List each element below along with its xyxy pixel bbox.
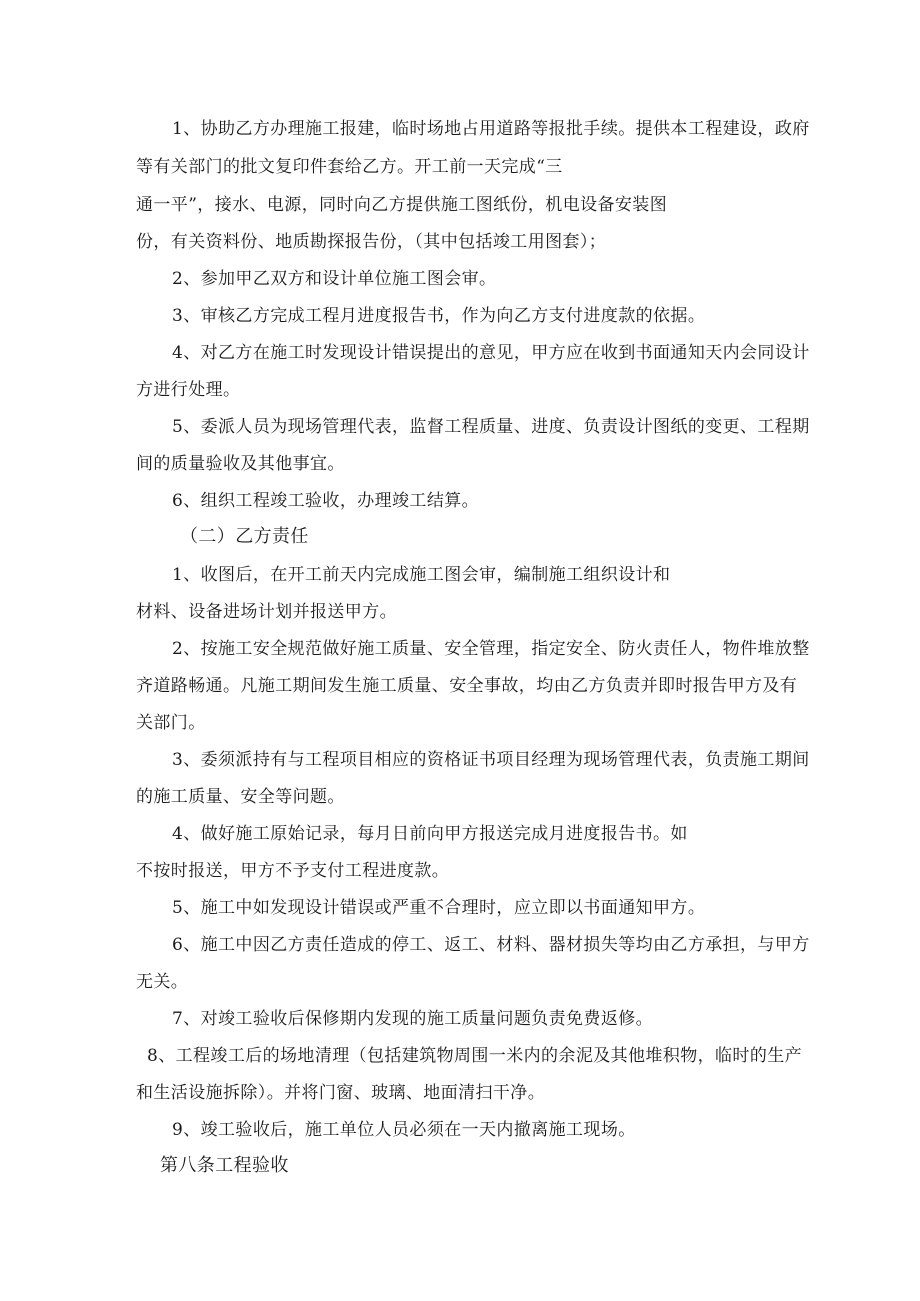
- text-line: 6、施工中因乙方责任造成的停工、返工、材料、器材损失等均由乙方承担，与甲方: [172, 935, 810, 955]
- text-line: 5、施工中如发现设计错误或严重不合理时，应立即以书面通知甲方。: [172, 898, 706, 918]
- text-line: 8、工程竣工后的场地清理（包括建筑物周围一米内的余泥及其他堆积物，临时的生产: [147, 1046, 803, 1066]
- text-line: 1、协助乙方办理施工报建，临时场地占用道路等报批手续。提供本工程建设，政府: [172, 119, 810, 139]
- text-line: 的施工质量、安全等问题。: [136, 787, 345, 807]
- section-heading: （二）乙方责任: [180, 526, 309, 547]
- section-heading: 第八条工程验收: [160, 1155, 289, 1176]
- text-line: 2、参加甲乙双方和设计单位施工图会审。: [172, 269, 497, 289]
- text-line: 5、委派人员为现场管理代表，监督工程质量、进度、负责设计图纸的变更、工程期: [172, 417, 810, 437]
- text-line: 无关。: [136, 972, 189, 992]
- text-line: 2、按施工安全规范做好施工质量、安全管理，指定安全、防火责任人，物件堆放整: [172, 639, 810, 659]
- text-line: 方进行处理。: [136, 380, 241, 400]
- text-line: 4、对乙方在施工时发现设计错误提出的意见，甲方应在收到书面通知天内会同设计: [172, 343, 810, 363]
- text-line: 份，有关资料份、地质勘探报告份，（其中包括竣工用图套）；: [136, 232, 607, 252]
- text-line: 关部门。: [136, 713, 206, 733]
- text-line: 间的质量验收及其他事宜。: [136, 454, 345, 474]
- text-line: 1、收图后，在开工前天内完成施工图会审，编制施工组织设计和: [172, 565, 671, 585]
- text-line: 通一平”，接水、电源，同时向乙方提供施工图纸份，机电设备安装图: [136, 195, 668, 215]
- text-line: 6、组织工程竣工验收，办理竣工结算。: [172, 491, 480, 511]
- text-line: 9、竣工验收后，施工单位人员必须在一天内撤离施工现场。: [172, 1120, 636, 1140]
- text-line: 3、委须派持有与工程项目相应的资格证书项目经理为现场管理代表，负责施工期间: [172, 750, 810, 770]
- text-line: 不按时报送，甲方不予支付工程进度款。: [136, 861, 450, 881]
- text-line: 齐道路畅通。凡施工期间发生施工质量、安全事故，均由乙方负责并即时报告甲方及有: [136, 676, 798, 696]
- text-line: 和生活设施拆除）。并将门窗、玻璃、地面清扫干净。: [136, 1083, 546, 1103]
- text-line: 材料、设备进场计划并报送甲方。: [136, 602, 397, 622]
- text-line: 4、做好施工原始记录，每月日前向甲方报送完成月进度报告书。如: [172, 824, 688, 844]
- text-line: 7、对竣工验收后保修期内发现的施工质量问题负责免费返修。: [172, 1009, 654, 1029]
- text-line: 等有关部门的批文复印件套给乙方。开工前一天完成“三: [136, 157, 563, 177]
- text-line: 3、审核乙方完成工程月进度报告书，作为向乙方支付进度款的依据。: [172, 306, 706, 326]
